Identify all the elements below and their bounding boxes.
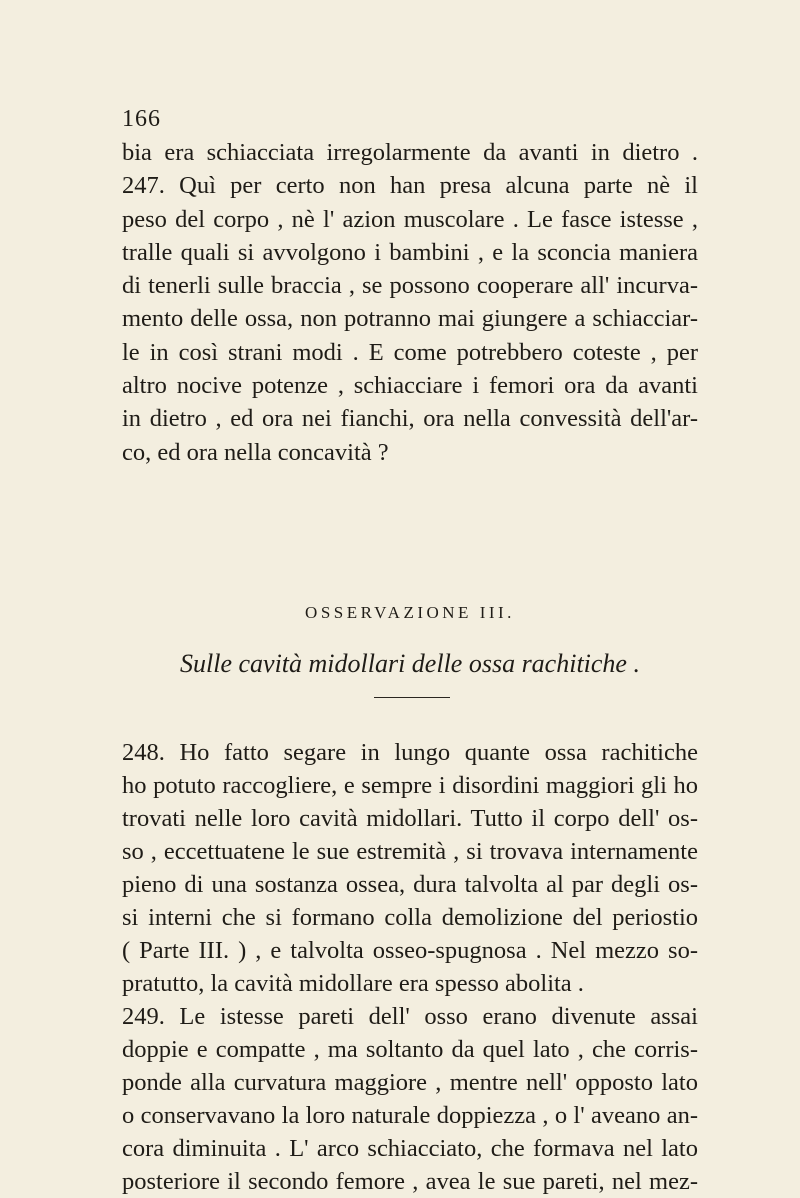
text-line: di tenerli sulle braccia , se possono cooperare all' incurva- xyxy=(122,272,698,300)
section-subheading: Sulle cavità midollari delle ossa rachitiche . xyxy=(180,649,640,678)
divider-rule xyxy=(374,697,450,698)
text-line: 249. Le istesse pareti dell' osso erano divenute assai xyxy=(122,1003,698,1030)
text-line: altro nocive potenze , schiacciare i femori ora da avanti xyxy=(122,372,698,400)
text-line: ponde alla curvatura maggiore , mentre nell' opposto lato xyxy=(122,1069,698,1096)
text-line: co, ed ora nella concavità ? xyxy=(122,438,389,466)
text-line: pieno di una sostanza ossea, dura talvolta al par degli os- xyxy=(122,871,698,898)
paragraph-2 xyxy=(122,736,698,1198)
text-line: mento delle ossa, non potranno mai giungere a schiacciar- xyxy=(122,305,698,333)
text-line: si interni che si formano colla demolizione del periostio xyxy=(122,904,698,931)
text-line: 247. Quì per certo non han presa alcuna parte nè il xyxy=(122,172,698,200)
text-line: doppie e compatte , ma soltanto da quel lato , che corris- xyxy=(122,1036,698,1063)
text-line: in dietro , ed ora nei fianchi, ora nella convessità dell'ar- xyxy=(122,405,698,433)
text-line: posteriore il secondo femore , avea le sue pareti, nel mez- xyxy=(122,1168,698,1195)
section-heading: OSSERVAZIONE III. xyxy=(305,603,515,622)
text-line: trovati nelle loro cavità midollari. Tutto il corpo dell' os- xyxy=(122,805,698,832)
text-line: o conservavano la loro naturale doppiezza , o l' aveano an- xyxy=(122,1102,698,1129)
text-line: so , eccettuatene le sue estremità , si trovava internamente xyxy=(122,838,698,865)
text-line: ho potuto raccogliere, e sempre i disordini maggiori gli ho xyxy=(122,772,698,799)
text-line: le in così strani modi . E come potrebbero coteste , per xyxy=(122,338,698,366)
text-line: ( Parte III. ) , e talvolta osseo-spugnosa . Nel mezzo so- xyxy=(122,937,698,964)
paragraph-1 xyxy=(122,136,698,469)
text-line: peso del corpo , nè l' azion muscolare . Le fasce istesse , xyxy=(122,205,698,233)
text-line: tralle quali si avvolgono i bambini , e la sconcia maniera xyxy=(122,238,698,266)
text-line: cora diminuita . L' arco schiacciato, che formava nel lato xyxy=(122,1135,698,1162)
text-line: bia era schiacciata irregolarmente da avanti in dietro . xyxy=(122,139,698,166)
text-line: 248. Ho fatto segare in lungo quante ossa rachitiche xyxy=(122,739,698,766)
text-line: pratutto, la cavità midollare era spesso abolita . xyxy=(122,970,584,997)
page-number: 166 xyxy=(122,106,161,132)
